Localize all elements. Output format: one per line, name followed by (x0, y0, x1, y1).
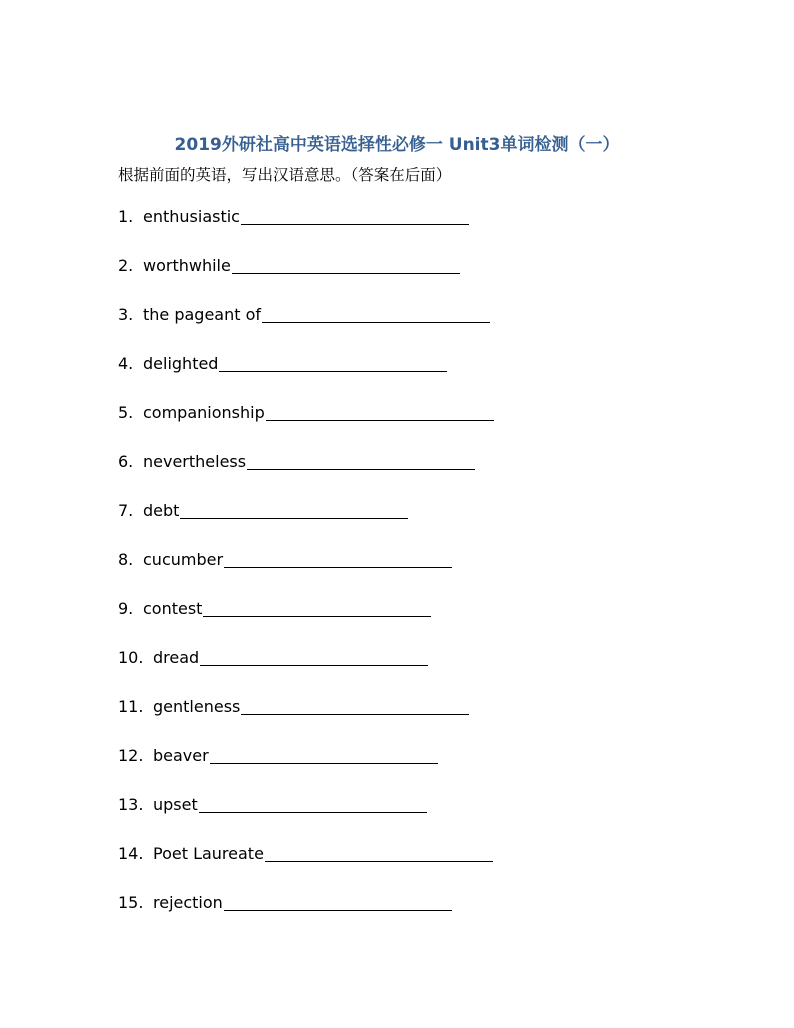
list-item (118, 452, 738, 501)
answer-blank (232, 256, 460, 274)
list-item (118, 844, 738, 893)
item-number: 5. (118, 403, 134, 422)
item-number: 2. (118, 256, 134, 275)
item-number: 13. (118, 795, 144, 814)
answer-blank (199, 795, 427, 813)
item-number: 3. (118, 305, 134, 324)
item-number: 10. (118, 648, 144, 667)
item-term: gentleness (153, 697, 241, 716)
answer-blank (200, 648, 428, 666)
item-number: 12. (118, 746, 144, 765)
item-term: debt (143, 501, 180, 520)
answer-blank (266, 403, 494, 421)
item-term: Poet Laureate (153, 844, 264, 863)
answer-blank (262, 305, 490, 323)
answer-blank (180, 501, 408, 519)
item-term: the pageant of (143, 305, 262, 324)
item-term: delighted (143, 354, 219, 373)
list-item (118, 893, 738, 942)
answer-blank (247, 452, 475, 470)
item-term: beaver (153, 746, 209, 765)
list-item (118, 697, 738, 746)
instruction-text: 根据前面的英语，写出汉语意思。（答案在后面） (118, 166, 452, 184)
item-number: 1. (118, 207, 134, 226)
item-number: 7. (118, 501, 134, 520)
item-number: 9. (118, 599, 134, 618)
item-term: dread (153, 648, 200, 667)
list-item (118, 305, 738, 354)
item-number: 11. (118, 697, 144, 716)
answer-blank (241, 697, 469, 715)
answer-blank (241, 207, 469, 225)
list-item (118, 795, 738, 844)
list-item (118, 403, 738, 452)
list-item (118, 550, 738, 599)
item-term: companionship (143, 403, 265, 422)
list-item (118, 354, 738, 403)
list-item (118, 256, 738, 305)
list-item (118, 648, 738, 697)
answer-blank (210, 746, 438, 764)
answer-blank (265, 844, 493, 862)
answer-blank (219, 354, 447, 372)
answer-blank (224, 893, 452, 911)
item-term: rejection (153, 893, 223, 912)
item-number: 14. (118, 844, 144, 863)
list-item (118, 599, 738, 648)
item-term: enthusiastic (143, 207, 240, 226)
item-number: 4. (118, 354, 134, 373)
item-term: contest (143, 599, 203, 618)
list-item (118, 207, 738, 256)
item-number: 15. (118, 893, 144, 912)
vocabulary-list (118, 207, 738, 942)
list-item (118, 501, 738, 550)
item-term: nevertheless (143, 452, 247, 471)
worksheet-title: 2019外研社高中英语选择性必修一 Unit3单词检测（一） (174, 135, 620, 155)
answer-blank (224, 550, 452, 568)
item-term: upset (153, 795, 198, 814)
list-item (118, 746, 738, 795)
item-term: worthwhile (143, 256, 231, 275)
item-term: cucumber (143, 550, 224, 569)
item-number: 6. (118, 452, 134, 471)
item-number: 8. (118, 550, 134, 569)
answer-blank (203, 599, 431, 617)
